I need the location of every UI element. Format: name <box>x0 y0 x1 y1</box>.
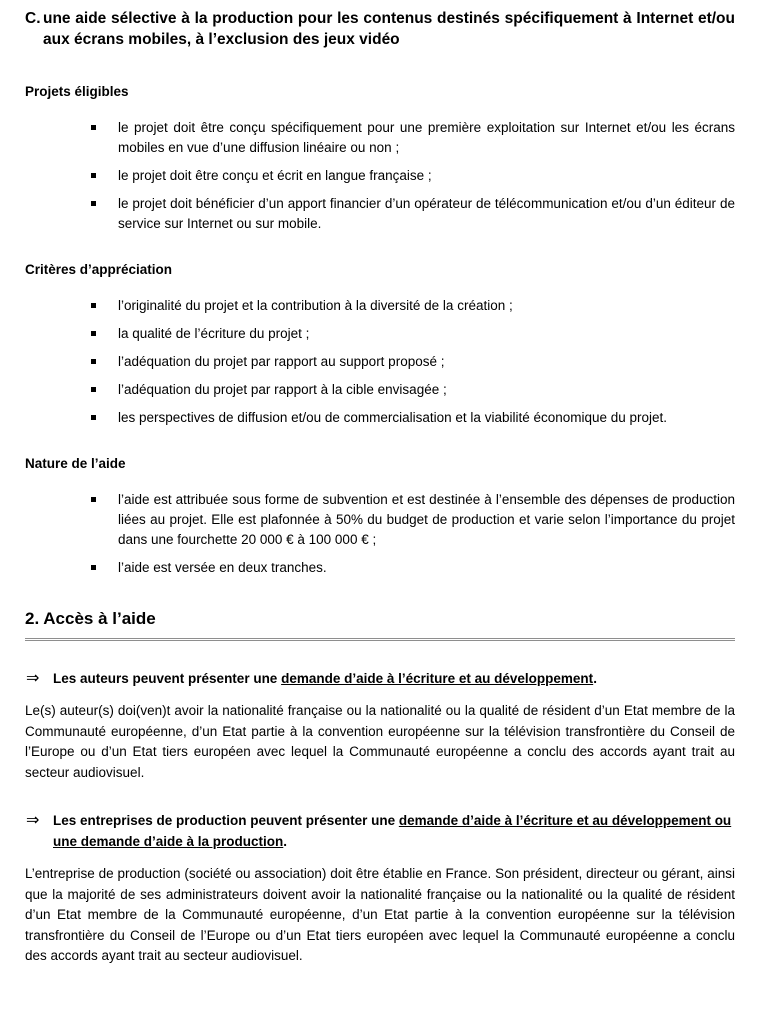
list-item <box>25 380 735 400</box>
bullet-square-icon <box>91 173 96 178</box>
list-item <box>25 490 735 550</box>
bullet-list-nature <box>25 490 735 578</box>
paragraph-entreprises: L’entreprise de production (société ou association) doit être établie en France. Son président, directeur ou gérant, ainsi que la majorité de ses administrateurs doivent avoir la nationalité française ou la nationalité ou la qualité de résident d’un Etat membre de la Communauté européenne, d’un Etat partie à la convention européenne sur la télévision transfrontière du Conseil de l’Europe ou d’un Etat tiers européen avec lequel la Communauté européenne a conclu des accords ayant trait au secteur audiovisuel. <box>25 866 735 963</box>
list-item-text: le projet doit être conçu spécifiquement pour une première exploitation sur Internet et/ou les écrans mobiles en vue d’une diffusion linéaire ou non ; <box>118 120 735 155</box>
list-item <box>25 352 735 372</box>
double-arrow-icon: ⇒ <box>26 670 40 687</box>
list-item <box>25 408 735 428</box>
bullet-square-icon <box>91 497 96 502</box>
list-item <box>25 194 735 234</box>
list-item-text: l’aide est versée en deux tranches. <box>118 560 327 575</box>
list-item-text: l’adéquation du projet par rapport à la cible envisagée ; <box>118 382 447 397</box>
underlined-phrase: demande d’aide à l’écriture et au développement ou une demande d’aide à la production <box>53 813 732 849</box>
bullet-square-icon <box>91 359 96 364</box>
paragraph-auteurs: Le(s) auteur(s) doi(ven)t avoir la nationalité française ou la nationalité ou la qualité de résident d’un Etat membre de la Communauté européenne, d’un Etat partie à la convention européenne sur la télévision transfrontière du Conseil de l’Europe ou d’un Etat tiers européen avec lequel la Communauté européenne a conclu des accords ayant trait au secteur audiovisuel. <box>25 703 735 780</box>
subsection-heading-nature-aide: Nature de l’aide <box>25 456 126 471</box>
arrow-tail-text: . <box>593 671 597 686</box>
list-item-text: le projet doit être conçu et écrit en langue française ; <box>118 168 432 183</box>
list-item-text: le projet doit bénéficier d’un apport financier d’un opérateur de télécommunication et/ou d’un éditeur de service sur Internet ou sur mobile. <box>118 196 735 231</box>
main-heading-text: une aide sélective à la production pour les contenus destinés spécifiquement à Internet et/ou aux écrans mobiles, à l’exclusion des jeux vidéo <box>43 10 735 48</box>
list-item-text: les perspectives de diffusion et/ou de commercialisation et la viabilité économique du projet. <box>118 410 668 425</box>
bullet-square-icon <box>91 387 96 392</box>
bullet-square-icon <box>91 303 96 308</box>
subsection-heading-projets-eligibles: Projets éligibles <box>25 84 129 99</box>
list-item <box>25 558 735 578</box>
arrow-tail-text: . <box>283 834 288 849</box>
bullet-square-icon <box>91 415 96 420</box>
arrow-item-auteurs <box>25 668 735 689</box>
list-item <box>25 324 735 344</box>
list-item-text: l’adéquation du projet par rapport au support proposé ; <box>118 354 445 369</box>
bullet-square-icon <box>91 201 96 206</box>
bullet-list-projets-eligibles <box>25 118 735 234</box>
underlined-phrase: demande d’aide à l’écriture et au développement <box>281 671 594 686</box>
arrow-item-text <box>53 668 735 689</box>
arrow-lead-text: Les entreprises de production peuvent présenter une <box>53 813 399 828</box>
list-item-text: l’originalité du projet et la contribution à la diversité de la création ; <box>118 298 513 313</box>
list-item-text: l’aide est attribuée sous forme de subvention et est destinée à l’ensemble des dépenses de production liées au projet. Elle est plafonnée à 50% du budget de production et varie selon l’importance du projet dans une fourchette 20 000 € à 100 000 € ; <box>118 492 735 547</box>
list-item <box>25 118 735 158</box>
list-item <box>25 166 735 186</box>
main-heading <box>25 8 735 50</box>
subsection-heading-criteres-appreciation: Critères d’appréciation <box>25 262 173 277</box>
bullet-square-icon <box>91 125 96 130</box>
arrow-lead-text: Les auteurs peuvent présenter une <box>53 671 282 686</box>
double-arrow-icon: ⇒ <box>26 812 40 829</box>
list-item <box>25 296 735 316</box>
arrow-item-text <box>53 810 735 852</box>
bullet-square-icon <box>91 331 96 336</box>
bullet-list-criteres <box>25 296 735 428</box>
arrow-item-entreprises <box>25 810 735 852</box>
list-item-text: la qualité de l’écriture du projet ; <box>118 326 310 341</box>
section-heading-acces-aide: 2. Accès à l’aide <box>25 608 735 641</box>
main-heading-label: C. <box>25 10 41 27</box>
bullet-square-icon <box>91 565 96 570</box>
